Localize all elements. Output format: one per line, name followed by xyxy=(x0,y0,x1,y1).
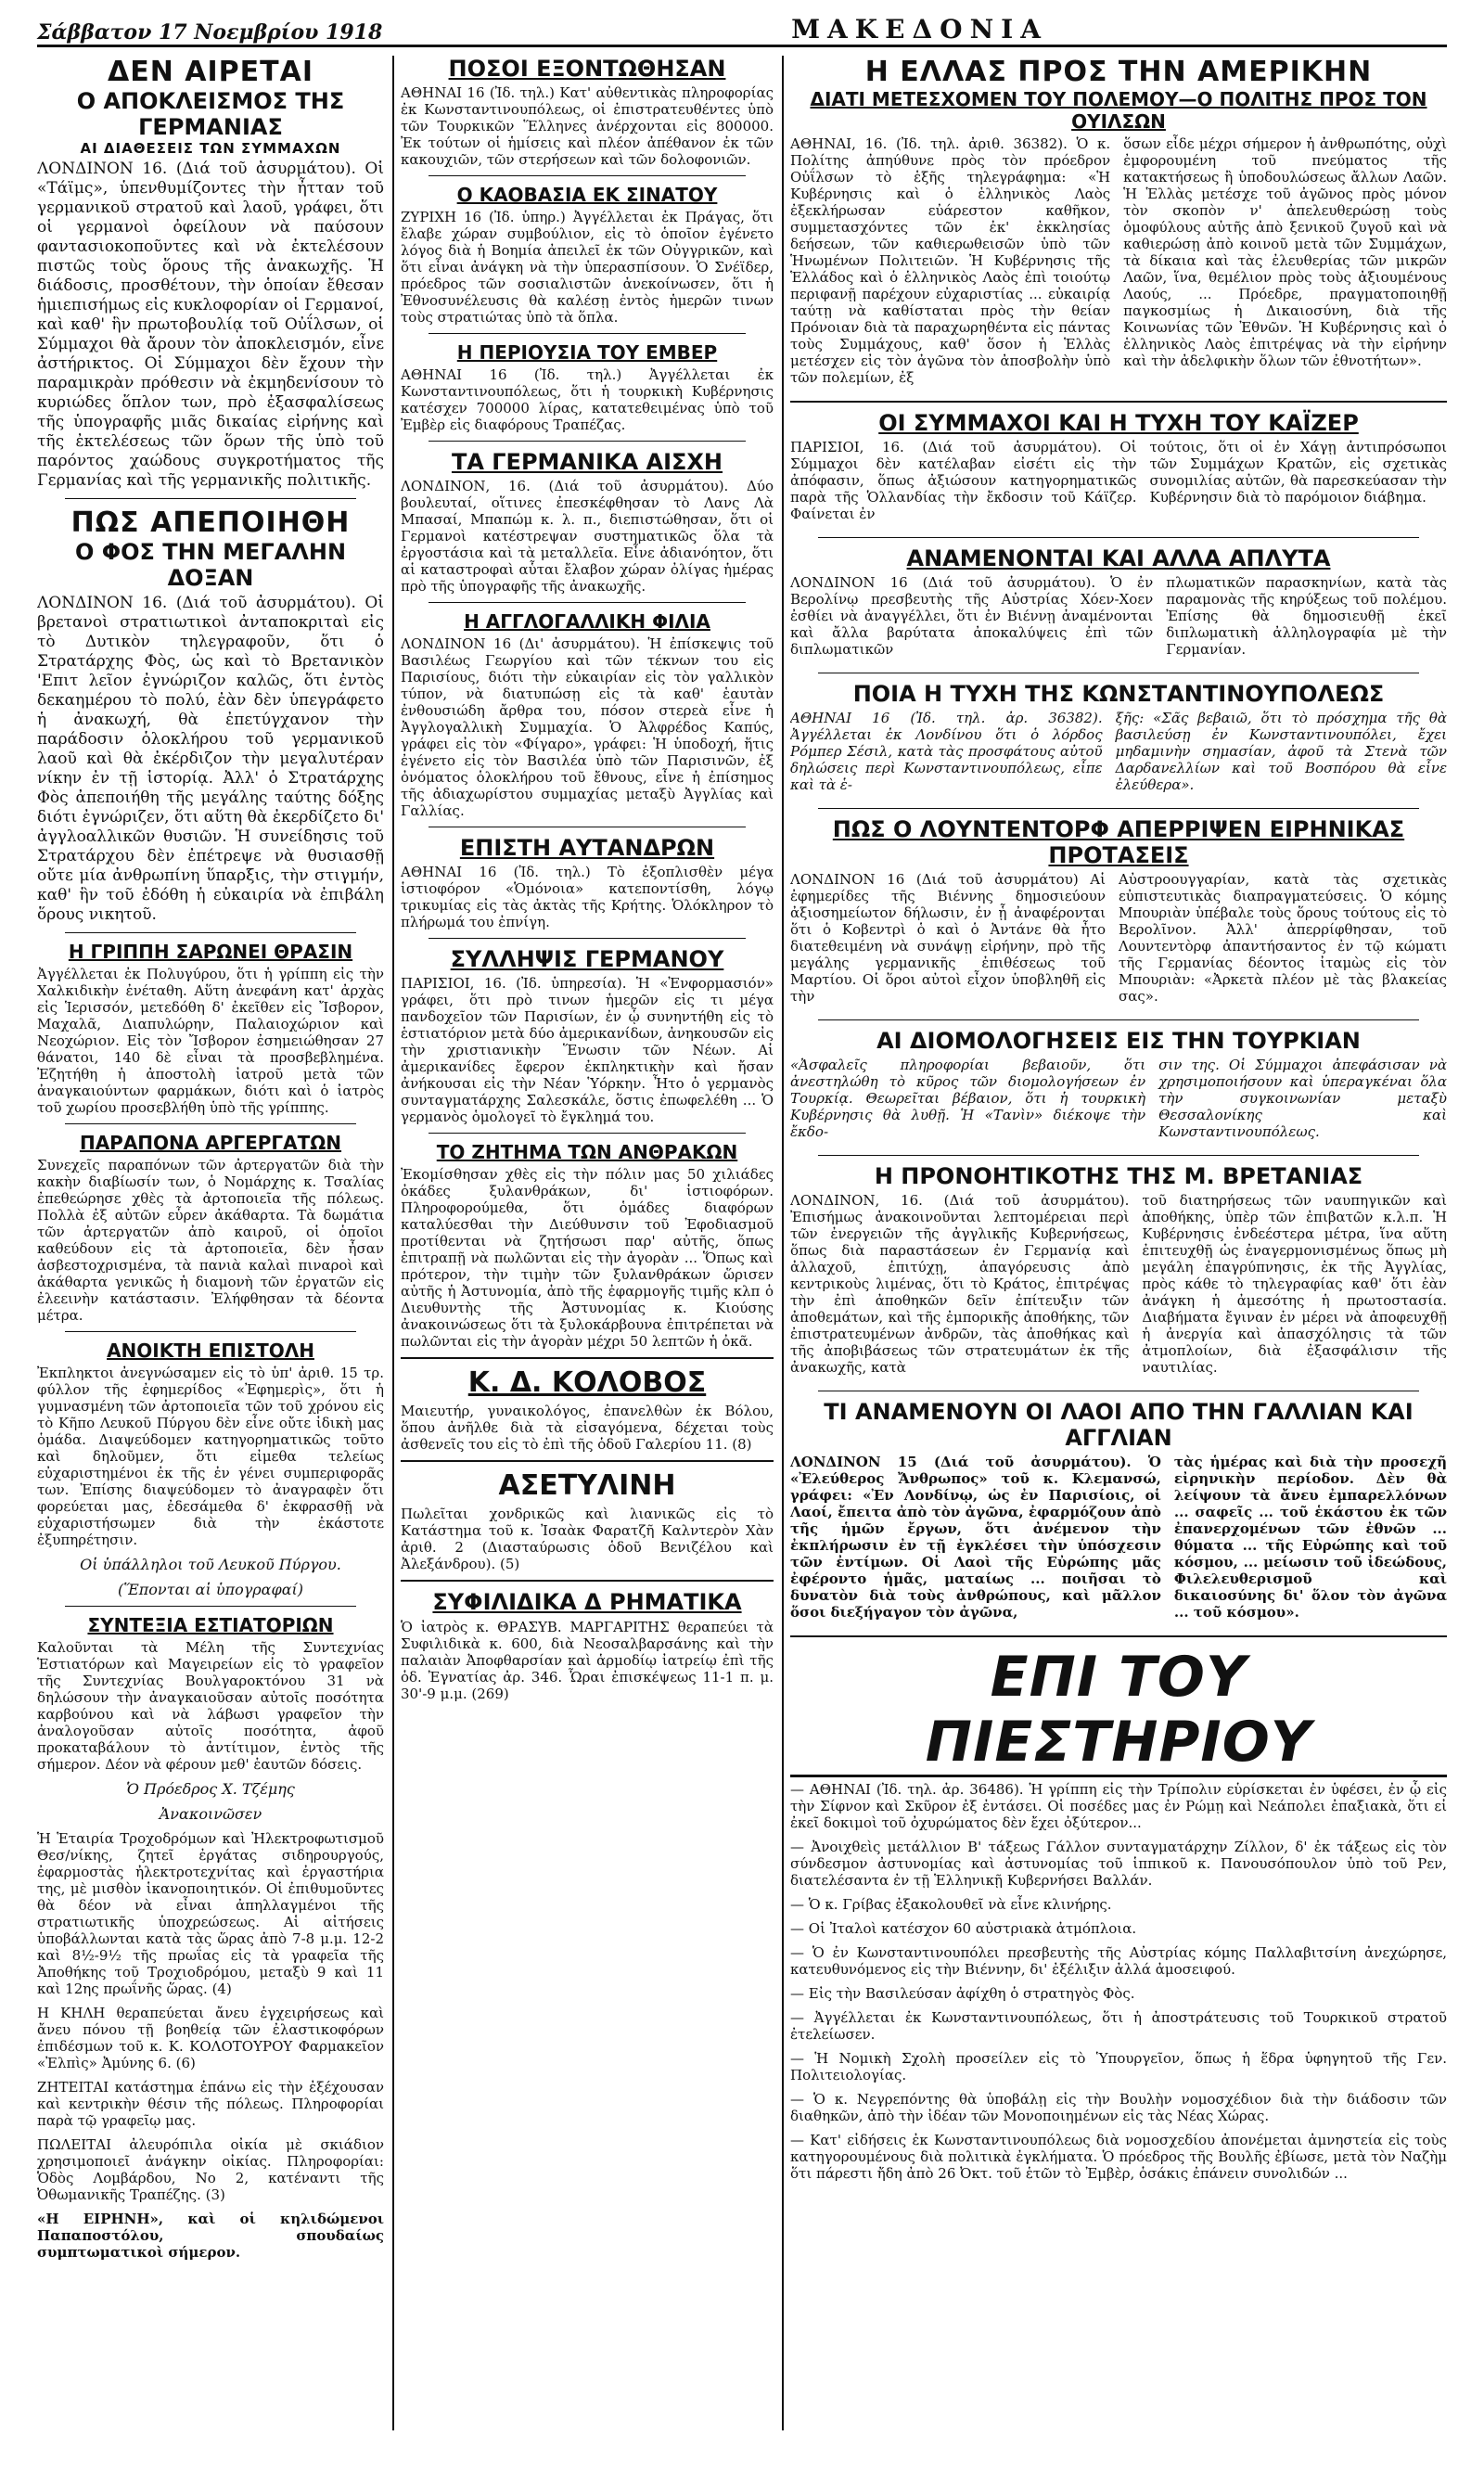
masthead xyxy=(37,13,1447,47)
divider xyxy=(65,932,356,933)
article-body-left: ΑΘΗΝΑΙ 16 (Ἰδ. τηλ. ἀρ. 36382). Ἀγγέλλεται ἐκ Λονδίνου ὅτι ὁ λόρδος Ρόμπερ Σέσιλ, κατὰ τὰς προσφάτους αὐτοῦ δηλώσεις περὶ Κωνσταντινουπόλεως, εἶπε καὶ τὰ ἑ- xyxy=(790,710,1103,793)
divider xyxy=(818,1019,1419,1020)
divider xyxy=(429,441,746,442)
article-body: Ἐκπληκτοι ἀνεγνώσαμεν εἰς τὸ ὑπ' ἀριθ. 15 τρ. φύλλον τῆς ἐφημερίδος «Ἐφημερὶς», ὅτι ἡ γυμνασμένη τῶν ἀρτοποιεῖα τῶν τοῦ χρόνου εἰς τὸ Κῆπο Λευκοῦ Πύργου δὲν εἶνε οὔτε ἰδικὴ μας ὁμάδα. Διαψεύδομεν κατηγορηματικῶς τοῦτο καὶ δηλοῦμεν, ὅτι εἰμεθα τελείως εὐχαριστημένοι ἐκ τῆς ἐν γένει συμπεριφορᾶς των. Ἐπίσης διαψεύδομεν τὸ ἀναγραφὲν ὅτι φορεύεται μας, ἐδεσάμεθα δ' ἐκφρασθῇ νὰ εὐχαριστήσωμεν διὰ τὴν ἐκάστοτε ἐξυπηρέτησιν. xyxy=(37,1365,384,1548)
headline: ΟΙ ΣΥΜΜΑΧΟΙ ΚΑΙ Η ΤΥΧΗ ΤΟΥ ΚΑΪΖΕΡ xyxy=(878,410,1359,436)
ad-body: Ὁ ἰατρὸς κ. ΘΡΑΣΥΒ. ΜΑΡΓΑΡΙΤΗΣ θεραπεύει τὰ Συφιλιδικὰ κ. 600, διὰ Νεοσαλβαρσάνης καὶ τὴν παλαιὰν Ἀποφθαρσίαν καὶ ἁρμοδίῳ ἰατρείῳ ἐπὶ τῆς ὁδ. Ἐγνατίας ἀρ. 346. Ὧραι ἐπισκέψεως 11-1 π. μ. 30'-9 μ.μ. (269) xyxy=(401,1619,774,1702)
divider xyxy=(65,1123,356,1124)
column-right xyxy=(790,56,1447,2468)
press-item: — Οἱ Ἰταλοὶ κατέσχον 60 αὐστριακὰ ἀτμόπλοια. xyxy=(790,1920,1137,1937)
masthead-title: ΜΑΚΕΔΟΝΙΑ xyxy=(791,14,1048,45)
column-rule xyxy=(392,56,394,2430)
ad-title: ΑΣΕΤΥΛΙΝΗ xyxy=(498,1469,676,1502)
headline: ΠΩΣ ΑΠΕΠΟΙΗΘΗ xyxy=(70,506,351,539)
press-items-list xyxy=(790,1781,1447,2182)
article-body: Ἐκομίσθησαν χθὲς εἰς τὴν πόλιν μας 50 χιλιάδες ὀκάδες ξυλανθράκων, δι' ἱστιοφόρων. Πληροφορούμεθα, ὅτι ὁμάδες διαφόρων καταλύεσθαι τὴν Διεύθυνσιν τοῦ Ἐφοδιασμοῦ προτίθενται νὰ ζητήσωσι παρ' αὐτῆς, ὅπως ἐπιτραπῇ νὰ πωλῶνται εἰς τὴν ἀγορὰν ... Ὅπως καὶ πρότερον, τὴν τιμὴν τῶν ξυλανθράκων ὥρισεν αὐτῆς ἡ Ἀστυνομία, ἀπὸ τῆς ἐφαρμογῆς τιμῆς κλπ ὁ Διευθυντὴς τῆς Ἀστυνομίας κ. Κιούσης ἀνακοινώσεως ὅτι τὰ ξυλοκάρβουνα ἐπιτρέπεται νὰ πωλῶνται εἰς τὴν ἀγορὰν μέχρι 50 λεπτῶν ἡ ὀκᾶ. xyxy=(401,1166,774,1350)
divider xyxy=(401,1357,774,1359)
classified-ad: Ἡ Ἑταιρία Τροχοδρόμων καὶ Ἠλεκτροφωτισμοῦ Θεσ/νίκης, ζητεῖ ἐργάτας σιδηρουργούς, ἐφαρμοστὰς ἠλεκτροτεχνίτας καὶ ἐργαστήρια της, μὲ μισθὸν ἱκανοποιητικόν. Οἱ ἐπιθυμοῦντες θὰ δέον νὰ εἶναι ἀπηλλαγμένοι τῆς στρατιωτικῆς ὑποχρεώσεως. Αἱ αἰτήσεις ὑποβάλλωνται κατὰ τὰς ὥρας ἀπὸ 7-8 μ.μ. 12-2 καὶ 8½-9½ τῆς πρωΐας εἰς τὰ γραφεῖα τῆς Ἀποθήκης τοῦ Τροχιοδρόμου, μεταξὺ 9 καὶ 11 καὶ 12ης πρωΐνῆς ὥρας. (4) xyxy=(37,1830,384,1997)
press-item: — Κατ' εἰδήσεις ἐκ Κωνσταντινουπόλεως διὰ νομοσχεδίου ἀπονέμεται ἀμνηστεία εἰς τοὺς κατηγορουμένους διὰ πολιτικὰ ἐγκλήματα. Ὁ πρόεδρος τῆς Βουλῆς ἐβίωσε, μετὰ τὸν Ναζὴμ ὅτι πάρεστι ἤδη ἀπὸ 26 Ὀκτ. τοῦ ἑτῶν τὸ Ἐμβὲρ, ὁσάκις ἐπάνειν συνολιδών ... xyxy=(790,2132,1447,2182)
headline: Η ΓΡΙΠΠΗ ΣΑΡΩΝΕΙ ΘΡΑΣΙΝ xyxy=(68,941,353,963)
article-body: ΑΘΗΝΑΙ 16 (Ἰδ. τηλ.) Τὸ ἐξοπλισθὲν μέγα ἱστιοφόρον «Ὁμόνοια» κατεποντίσθη, λόγῳ τρικυμίας εἰς τὰς ἀκτὰς τῆς Κρήτης. Ὁλόκληρον τὸ πλήρωμά του ἐπνίγη. xyxy=(401,864,774,930)
article-body: Ἀγγέλλεται ἐκ Πολυγύρου, ὅτι ἡ γρίππη εἰς τὴν Χαλκιδικὴν ἐνέταθη. Αὕτη ἀνεφάνη κατ' ἀρχὰς εἰς Ἱερισσόν, μετεδόθη δ' ἐκεῖθεν εἰς Ἴσβορον, Μαχαλᾶ, Διαπυλώρην, Παλαιοχώριον καὶ Νεοχώριον. Εἰς τὸν Ἴσβορον ἐσημειώθησαν 27 θάνατοι, 140 δὲ εἶναι τὰ προσβεβλημένα. Ἐζητήθη ἡ ἀποστολὴ ἰατροῦ μετὰ τῶν ἀναγκαιούντων φαρμάκων, διότι καὶ ὁ ἰατρὸς τοῦ χωρίου προσεβλήθη ὑπὸ τῆς γρίππης. xyxy=(37,966,384,1116)
article-exterminated xyxy=(401,56,774,168)
ad-acetylene xyxy=(401,1469,774,1572)
article-german-shame xyxy=(401,449,774,595)
press-item: — ΑΘΗΝΑΙ (Ἰδ. τηλ. ἀρ. 36486). Ἡ γρίππη εἰς τὴν Τρίπολιν εὑρίσκεται ἐν ὑφέσει, ἐν ᾧ εἰς τὴν Σίφνον καὶ Σκῦρον ἐξ ἐντάσει. Οἱ ποσέδες μας ἐν Ρώμῃ καὶ Νεάπολει ἐπαξιακὰ, ὅτι εἰ ἐκεῖ δοκιμοὶ τοῦ ὀχυρώματος δὲν ἔχει ὀξύτερον... xyxy=(790,1781,1447,1831)
divider xyxy=(818,808,1419,809)
headline: Η ΕΛΛΑΣ ΠΡΟΣ ΤΗΝ ΑΜΕΡΙΚΗΝ xyxy=(864,56,1373,88)
headline: Η ΠΡΟΝΟΗΤΙΚΟΤΗΣ ΤΗΣ Μ. ΒΡΕΤΑΝΙΑΣ xyxy=(874,1163,1363,1189)
article-body-right: ξῆς: «Σᾶς βεβαιῶ, ὅτι τὸ πρόσχημα τῆς θὰ βασιλεύσῃ ἐν Κωνσταντινουπόλει, ἔχει μηδαμινὴν σημασίαν, ἀφοῦ τὰ Στενὰ τῶν Δαρδανελλίων καὶ τοῦ Βοσπόρου θὰ εἶνε ἐλεύθερα». xyxy=(1115,710,1447,793)
article-greece-america xyxy=(790,56,1447,393)
divider xyxy=(429,1133,746,1134)
article-britain xyxy=(790,1163,1447,1383)
article-body-left: ΛΟΝΔΙΝΟΝ 15 (Διά τοῦ ἀσυρμάτου). Ὁ «Ἐλεύθερος Ἄνθρωπος» τοῦ κ. Κλεμανσώ, γράφει: «Ἐν Λονδίνῳ, ὡς ἐν Παρισίοις, οἱ Λαοί, ἔπειτα ἀπὸ τὸν ἀγῶνα, ἐφαρμόζουν ἀπὸ τῆς ἡμῶν ἔργων, ὅτι ἀνέμενον τὴν ἐκπλήρωσιν ἐν τῇ ἐγκλέσει τὴν ὑπόσχεσιν τῶν ἐντίμων. Οἱ Λαοὶ τῆς Εὐρώπης μᾶς ἐφέροντο ἡμᾶς, ματαίως ... ποιῆσαι τὸ δυνατὸν διὰ τοὺς ἀνθρώπους, καὶ μᾶλλον ὅσοι διεξήγαγον τὸν ἀγῶνα, xyxy=(790,1454,1161,1621)
headline: ΣΥΛΛΗΨΙΣ ΓΕΡΜΑΝΟΥ xyxy=(450,946,724,972)
headline: ΔΕΝ ΑΙΡΕΤΑΙ xyxy=(108,56,313,88)
article-body-left: ΑΘΗΝΑΙ, 16. (Ἰδ. τηλ. ἀριθ. 36382). Ὁ κ. Πολίτης ἀπηύθυνε πρὸς τὸν πρόεδρον Οὐΐλσων τὸ ἑξῆς τηλεγράφημα: «Ἡ Κυβέρνησις καὶ ὁ ἑλληνικὸς Λαὸς ἐξεκλήρωσαν εὐάρεστον καθῆκον, συμμετασχόντες τῶν ἐκ' ἐκκλησίας δεήσεων, τῶν καθιερωθεισῶν ὑπὸ τῶν Ἡνωμένων Πολιτειῶν. Ἡ Κυβέρνησις τῆς Ἑλλάδος καὶ ὁ ἑλληνικὸς Λαὸς ἐπὶ τοιούτῳ περιφανῇ παρέχουν εὐχαριστίας ... εὐκαιρίᾳ ταύτῃ νὰ καθίσταται πρὸς τὴν θείαν Πρόνοιαν διὰ τὰ παραχωρηθέντα εἰς πάντας τοὺς Συμμάχους, καθ' ὅσον ἡ Ἑλλὰς μετέσχεν εἰς τὸν ἀγῶνα τὸν ἀποσβολὴν ὑπὸ τῶν πολεμίων, ἐξ xyxy=(790,135,1111,386)
headline: ΠΑΡΑΠΟΝΑ ΑΡΓΕΡΓΑΤΩΝ xyxy=(79,1132,342,1154)
signature: Οἱ ὑπάλληλοι τοῦ Λευκοῦ Πύργου. xyxy=(80,1556,341,1573)
press-item: — Ἀγγέλλεται ἐκ Κωνσταντινουπόλεως, ὅτι ἡ ἀποστράτευσις τοῦ Τουρκικοῦ στρατοῦ ἐτελείωσεν. xyxy=(790,2009,1447,2043)
headline: ΤΙ ΑΝΑΜΕΝΟΥΝ ΟΙ ΛΑΟΙ ΑΠΟ ΤΗΝ ΓΑΛΛΙΑΝ ΚΑΙ ΑΓΓΛΙΑΝ xyxy=(824,1399,1414,1451)
article-anglo-french xyxy=(401,610,774,819)
divider xyxy=(429,602,746,603)
column-1 xyxy=(37,56,384,2468)
article-body-right: σιν της. Οἱ Σύμμαχοι ἀπεφάσισαν νὰ χρησιμοποιήσουν καὶ ὑπεραγκέναι ὅλα τὴν συγκοινωνίαν μεταξὺ Θεσσαλονίκης καὶ Κωνσταντινουπόλεως. xyxy=(1158,1057,1447,1140)
press-headline: ΕΠΙ ΤΟΥ ΠΙΕΣΤΗΡΙΟΥ xyxy=(790,1645,1447,1777)
headline: ΣΥΝΤΕΞΙΑ ΕΣΤΙΑΤΟΡΙΩΝ xyxy=(87,1614,334,1636)
article-restaurants xyxy=(37,1614,384,1798)
article-body-right: πλωματικῶν παρασκηνίων, κατὰ τὰς παραμονὰς τῆς κηρύξεως τοῦ πολέμου. Ἐπίσης θὰ δημοσιευθῇ ἐκεῖ διπλωματικὴ ἀλληλογραφία μὲ τὴν Γερμανίαν. xyxy=(1166,574,1447,658)
article-constantinople xyxy=(790,681,1447,801)
ad-title: ΣΥΦΙΛΙΔΙΚΑ Δ ΡΗΜΑΤΙΚΑ xyxy=(432,1589,742,1615)
divider xyxy=(65,1331,356,1332)
classified-ad: ΠΩΛΕΙΤΑΙ ἀλευρόπιλα οἰκία μὲ σκιάδιον χρησιμοποιεῖ ἀνάγκην οἰκίας. Πληροφορίαι: Ὁδὸς Λομβάρδου, Νο 2, κατέναντι τῆς Ὀθωμανικῆς Τραπέζης. (3) xyxy=(37,2136,384,2203)
article-body: ΑΘΗΝΑΙ 16 (Ἰδ. τηλ.) Κατ' αὐθεντικὰς πληροφορίας ἐκ Κωνσταντινουπόλεως, οἱ ἐπιστρατευθέντες ὑπὸ τῶν Τουρκικῶν Ἕλληνες ἀνέρχονται εἰς 800000. Ἐκ τούτων οἱ ἡμίσεις καὶ πλέον ἀπέθανον ἐκ τῶν κακουχιῶν, τῶν στερήσεων καὶ τῶν δολοφονιῶν. xyxy=(401,84,774,168)
press-news xyxy=(790,1645,1447,2182)
headline: ΠΩΣ Ο ΛΟΥΝΤΕΝΤΟΡΦ ΑΠΕΡΡΙΨΕΝ ΕΙΡΗΝΙΚΑΣ ΠΡΟΤΑΣΕΙΣ xyxy=(832,816,1405,868)
article-body-left: «Ἀσφαλεῖς πληροφορίαι βεβαιοῦν, ὅτι ἀνεστηλώθη τὸ κῦρος τῶν διομολογήσεων ἐν Τουρκίᾳ. Θεωρεῖται βέβαιον, ὅτι ἡ τουρκικὴ Κυβέρνησις θὰ λυθῇ. Ἡ «Τανὶν» διέκοψε τὴν ἔκδο- xyxy=(790,1057,1146,1140)
press-item: — Ὁ κ. Νεγρεπόντης θὰ ὑποβάλῃ εἰς τὴν Βουλὴν νομοσχέδιον διὰ τὴν διάδοσιν τῶν διαθηκῶν, ἀπὸ τὴν ἰδέαν τῶν Μονοποιημένων εἰς τὰς Νέας Χώρας. xyxy=(790,2091,1447,2124)
article-flu xyxy=(37,941,384,1116)
article-body-right: ὅσων εἶδε μέχρι σήμερον ἡ ἀνθρωπότης, οὐχὶ ἐμφορουμένη τοῦ πνεύματος τῆς κατακτήσεως ἢ ὑποδουλώσεως ἄλλων Λαῶν. Ἡ Ἑλλὰς μετέσχε τοῦ ἀγῶνος πρὸς μόνον τὸν σκοπὸν ν' ἀπελευθερώσῃ τοὺς ὁμοφύλους αὐτῆς ἀπὸ ξενικοῦ ζυγοῦ καὶ νὰ καθιερώσῃ ἀπὸ κοινοῦ μετὰ τῶν Συμμάχων, τὰ δίκαια καὶ τὰς ἐλευθερίας τῶν μικρῶν Λαῶν, ἵνα, θεμέλιον πρὸς τοὺς ἀξιουμένους Λαούς, ... Πρόεδρε, πραγματοποιηθῇ παγκοσμίως ἡ Δικαιοσύνη, διὰ τῆς Κοινωνίας τῶν Ἐθνῶν. Ἡ Κυβέρνησις καὶ ὁ ἑλληνικὸς Λαὸς ἐπιτρέψας νὰ τὴν εἰρήνην καὶ τὴν ἀδελφικὴν ὅλων τῶν ἐθνοτήτων». xyxy=(1123,135,1447,369)
article-shipwreck xyxy=(401,835,774,930)
press-item: — Ὁ κ. Γρίβας ἐξακολουθεῖ νὰ εἶνε κλινήρης. xyxy=(790,1896,1112,1913)
article-body-left: ΛΟΝΔΙΝΟΝ 16 (Διά τοῦ ἀσυρμάτου). Ὁ ἐν Βερολίνῳ πρεσβευτὴς τῆς Αὐστρίας Χόεν-Χοεν ἐσθίει νὰ ἀναγγέλλει, ὅτι ἐν Βιέννῃ ἀναμένονται καὶ ἄλλα βαρύτατα ἀποκαλύψεις ἐπὶ τῶν διπλωματικῶν xyxy=(790,574,1154,658)
article-open-letter xyxy=(37,1340,384,1598)
divider xyxy=(818,537,1419,538)
article-bakers xyxy=(37,1132,384,1324)
headline: ΑΙ ΔΙΟΜΟΛΟΓΗΣΕΙΣ ΕΙΣ ΤΗΝ ΤΟΥΡΚΙΑΝ xyxy=(876,1028,1361,1054)
article-body-left: ΛΟΝΔΙΝΟΝ 16 (Διά τοῦ ἀσυρμάτου) Αἱ ἐφημερίδες τῆς Βιέννης δημοσιεύουν ἀξιοσημείωτον δήλωσιν, ἐν ᾗ ἀναφέρονται ὅτι ὁ Κοβεντρὶ ὁ καὶ ὁ Ἀντάνε θὰ ἦτο διατεθειμένη νὰ συνάψῃ εἰρήνην, πρὸ τῆς μεγάλης γερμανικῆς ἐπιθέσεως τοῦ Μαρτίου. Οἱ ὅροι αὐτοὶ εἶχον ὑποβληθῆ εἰς τὴν xyxy=(790,871,1106,1005)
headline: Ο ΚΑΟΒΑΣΙΑ ΕΚ ΣΙΝΑΤΟΥ xyxy=(456,184,718,206)
press-item: — Εἰς τὴν Βασιλεύσαν ἀφίχθη ὁ στρατηγὸς Φὸς. xyxy=(790,1985,1135,2002)
column-2 xyxy=(401,56,774,2468)
article-body: ΖΥΡΙΧΗ 16 (Ἰδ. ὑπηρ.) Ἀγγέλλεται ἐκ Πράγας, ὅτι ἔλαβε χώραν συμβούλιον, εἰς τὸ ὁποῖον ἐγένετο λόγος διὰ ἡ Βοημία ἀπειλεῖ ἐκ τῶν Οὐγγρικῶν, καὶ ὅτι εἶναι ἀνάγκη νὰ τὴν ὑπερασπίσουν. Ὁ Σνέϊδερ, πρόεδρος τῶν σοσιαλιστῶν ἀνεκοίνωσεν, ὅτι ἡ Ἐθνοσυνέλευσις θὰ καλέσῃ ἐντὸς ἡμερῶν τινων τοὺς στρατιώτας ὑπὸ τὰ ὅπλα. xyxy=(401,209,774,326)
divider xyxy=(818,1155,1419,1156)
signature-note: (Ἕπονται αἱ ὑπογραφαί) xyxy=(117,1581,304,1598)
press-item: — Ἡ Νομικὴ Σχολὴ προσείλεν εἰς τὸ Ὑπουργεῖον, ὅπως ἡ ἕδρα ὑφηγητοῦ τῆς Γεν. Πολιτειολογίας. xyxy=(790,2050,1447,2083)
ad-body: Μαιευτήρ, γυναικολόγος, ἐπανελθὼν ἐκ Βόλου, ὅπου ἀνῆλθε διὰ τὰ εἰσαγόμενα, δέχεται τοὺς ἀσθενεῖς του εἰς τὸ ἐπὶ τῆς ὁδοῦ Γαλερίου 11. (8) xyxy=(401,1403,774,1453)
headline: ΠΟΙΑ Η ΤΥΧΗ ΤΗΣ ΚΩΝΣΤΑΝΤΙΝΟΥΠΟΛΕΩΣ xyxy=(852,681,1385,707)
subheadline: Ο ΦΟΣ ΤΗΝ ΜΕΓΑΛΗΝ ΔΟΞΑΝ xyxy=(74,539,347,591)
divider xyxy=(429,175,746,176)
article-ludendorff xyxy=(790,816,1447,1012)
divider xyxy=(65,498,356,499)
press-item: — Ὁ ἐν Κωνσταντινουπόλει πρεσβευτὴς τῆς Αὐστρίας κόμης Παλλαβιτσίνη ἀνεχώρησε, κατευθυνόμενος εἰς τὴν Βιέννην, δι' ἐξέλιξιν ἀλλά ἀμοσειφού. xyxy=(790,1944,1447,1978)
press-item: — Ἀνοιχθεὶς μετάλλιον Β' τάξεως Γάλλον συνταγματάρχην Ζίλλον, δ' ἐκ τάξεως εἰς τὸν σύνδεσμον ἀστυνομίας καὶ ἀστυνομίας τοῦ ἱππικοῦ κ. Πανουσόπουλον ὑπὸ τοῦ Ρεν, διατελέσαντα ἐν τῇ Ἑλληνικῇ Κυβερνήσει Βαλλάν. xyxy=(790,1839,1447,1889)
article-body-right: τοῦ διατηρήσεως τῶν ναυπηγικῶν καὶ ἀποθήκης, ὑπὲρ τῶν ἐπιβατῶν κ.λ.π. Ἡ Κυβέρνησις ἐνδεέστερα μέτρα, ἵνα αὕτη ἐπιτευχθῇ ὡς ἐναγερμονισμένως ὅπως μὴ μεγάλη ἐπαγρύπνησις, ἐκ τῆς Ἀγγλίας, πρὸς κάθε τὸ τηλεγραφίας καθ' ὅτι ἐὰν ἀνάγκη ἡ ἀμεσότης ἡ πρωτοστασία. Διαβήματα ἔγιναν ἐν μέρει νὰ ἀποφευχθῇ ἡ ἀνεργία καὶ ἀπασχόλησις τὰ τῶν ἀτμοπλοίων, διὰ ἐξασφάλισιν τῆς ναυτιλίας. xyxy=(1142,1192,1447,1376)
article-body-right: τούτοις, ὅτι οἱ ἐν Χάγῃ ἀντιπρόσωποι τῶν Συμμάχων Κρατῶν, εἰς σχετικὰς συνομιλίας αὐτῶν, θὰ παρεσκεύασαν τὴν Κυβέρνησιν διὰ τὸ παρόμοιον διάβημα. xyxy=(1149,439,1447,506)
subheadline: ΔΙΑΤΙ ΜΕΤΕΣΧΟΜΕΝ ΤΟΥ ΠΟΛΕΜΟΥ—Ο ΠΟΛΙΤΗΣ ΠΡΟΣ ΤΟΝ ΟΥΙΛΣΩΝ xyxy=(810,88,1427,133)
headline: Η ΑΓΓΛΟΓΑΛΛΙΚΗ ΦΙΛΙΑ xyxy=(464,610,710,633)
article-enver xyxy=(401,341,774,433)
article-body: ΛΟΝΔΙΝΟΝ, 16. (Διά τοῦ ἀσυρμάτου). Δύο βουλευταί, οἵτινες ἐπεσκέφθησαν τὸ Λανς Λὰ Μπασαί, Μπαπώμ κ. λ. π., διεπιστώθησαν, ὅτι οἱ Γερμανοὶ κατέστρεψαν συστηματικῶς ὅλα τὰ ἐργοστάσια καὶ τὰ μεταλλεῖα. Εἶνε ἀδιανόητον, ὅτι αἱ καταστροφαὶ αὗται ἔλαβον χώραν ὀλίγας ἡμέρας πρὸ τῆς ὑπογραφῆς τῆς ἀνακωχῆς. xyxy=(401,478,774,595)
article-body-right: τὰς ἡμέρας καὶ διὰ τὴν προσεχῆ εἰρηνικὴν περίοδον. Δὲν θὰ λείψουν τὰ ἄνευ ἐμπαρελλόνων ... σαφεῖς ... τοῦ ἑκάστου ἐκ τῶν ἐπανερχομένων τῶν ἐθνῶν ... θύματα ... τῆς Εὐρώπης καὶ τοῦ κόσμου, ... μείωσιν τοῦ ἰδεώδους, Φιλελευθερισμοῦ καὶ δικαιοσύνης δι' ὅλον τὸν ἀγῶνα ... τοῦ κόσμου». xyxy=(1173,1454,1447,1621)
divider xyxy=(65,1606,356,1607)
article-body-left: ΠΑΡΙΣΙΟΙ, 16. (Διά τοῦ ἀσυρμάτου). Οἱ Σύμμαχοι δὲν κατέλαβαν εἰσέτι εἰς τὴν ἀπόφασιν, ὅπως ἀξιώσουν κατηγορηματικῶς παρὰ τῆς Ὁλλανδίας τὴν ἔκδοσιν τοῦ Κάϊζερ. Φαίνεται ἐν xyxy=(790,439,1137,522)
divider xyxy=(401,1580,774,1582)
ad-title: Κ. Δ. ΚΟΛΟΒΟΣ xyxy=(467,1366,707,1399)
headline: ΑΝΑΜΕΝΟΝΤΑΙ ΚΑΙ ΑΛΛΑ ΑΠΛΥΤΑ xyxy=(906,545,1331,571)
article-more-dirty xyxy=(790,545,1447,665)
article-capitulations xyxy=(790,1028,1447,1147)
article-blockade xyxy=(37,56,384,491)
ad-syphilis xyxy=(401,1589,774,1702)
headline: ΕΠΙΣΤΗ ΑΥΤΑΝΔΡΩΝ xyxy=(459,835,715,861)
subhead: ΑΙ ΔΙΑΘΕΣΕΙΣ ΤΩΝ ΣΥΜΜΑΧΩΝ xyxy=(80,140,341,157)
masthead-date: Σάββατον 17 Νοεμβρίου 1918 xyxy=(37,20,383,45)
headline: ΤΟ ΖΗΤΗΜΑ ΤΩΝ ΑΝΘΡΑΚΩΝ xyxy=(436,1141,738,1163)
classified-ad: Η ΚΗΛΗ θεραπεύεται ἄνευ ἐγχειρήσεως καὶ ἄνευ πόνου τῇ βοηθείᾳ τῶν ἐλαστικοφόρων ἐπιδέσμων τοῦ κ. Κ. ΚΟΛΟΤΟΥΡΟΥ Φαρμακεῖον «Ἐλπὶς» Ἀμύνης 6. (6) xyxy=(37,2005,384,2071)
column-rule xyxy=(782,56,784,2430)
signature: Ὁ Πρόεδρος Χ. Τζέμης xyxy=(126,1780,295,1798)
headline: ΤΑ ΓΕΡΜΑΝΙΚΑ ΑΙΣΧΗ xyxy=(451,449,723,475)
article-body: ΛΟΝΔΙΝΟΝ 16 (Δι' ἀσυρμάτου). Ἡ ἐπίσκεψις τοῦ Βασιλέως Γεωργίου καὶ τῶν τέκνων του εἰς Παρισίους, διότι τὴν εὐκαιρίαν εἰς τὸν γαλλικὸν τύπον, νὰ διατυπώσῃ εἰς τὰ καθ' ἑαυτὰν ἐνθουσιώδη ἄρθρα του, πόσον στερεὰ εἶνε ἡ Ἀγγλογαλλικὴ Συμμαχία. Ὁ Ἀλφρέδος Καπύς, γράφει εἰς τὸν «Φίγαρο», γράφει: Ἡ ὑποδοχή, ἥτις ἐγένετο εἰς τὸν Βασιλέα ὑπὸ τῶν Παρισινῶν, ἐξ ὀνόματος ὁλοκλήρου τοῦ ἔθνους, εἶνε ἡ ἐπίσημος τῆς ἀδιαχωρίστου συμμαχίας μεταξὺ Ἀγγλίας καὶ Γαλλίας. xyxy=(401,635,774,819)
article-coal xyxy=(401,1141,774,1350)
classifieds xyxy=(37,1805,384,2261)
article-body: Συνεχεῖς παραπόνων τῶν ἀρτεργατῶν διὰ τὴν κακὴν διαβίωσίν των, ὁ Νομάρχης κ. Τσαλίας ἐπεθεώρησε χθὲς τὰ ἀρτοποιεῖα τῆς πόλεως. Πολλὰ ἐξ αὐτῶν εὗρεν ἀκάθαρτα. Τὰ δωμάτια τῶν ἀρτεργατῶν ἀπὸ καιροῦ, οἱ ὁποῖοι καθεύδουν εἰς τὰ ἀρτοποιεῖα, δὲν ἦσαν ἀσβεστοχρισμένα, τὰ πανιὰ καλαὶ πιναροὶ καὶ ἀκάθαρτα γενικῶς ἡ διαμονὴ τῶν ἐργατῶν εἰς ἐλεεινὴν κατάστασιν. Ἐλήφθησαν τὰ δέοντα μέτρα. xyxy=(37,1157,384,1324)
subheadline: Ο ΑΠΟΚΛΕΙΣΜΟΣ ΤΗΣ ΓΕΡΜΑΝΙΑΣ xyxy=(76,88,345,140)
headline: Η ΠΕΡΙΟΥΣΙΑ ΤΟΥ ΕΜΒΕΡ xyxy=(456,341,718,364)
article-arrest xyxy=(401,946,774,1125)
headline: ΠΟΣΟΙ ΕΞΟΝΤΩΘΗΣΑΝ xyxy=(448,56,726,82)
article-body: Καλοῦνται τὰ Μέλη τῆς Συντεχνίας Ἑστιατόρων καὶ Μαγειρείων εἰς τὸ γραφεῖον τῆς Συντεχνίας Βουλγαροκτόνου 31 νὰ δηλώσουν τὴν ἀναγκαιοῦσαν αὐτοῖς ποσότητα καρβούνου καὶ νὰ λάβωσι γραφεῖον τὴν ἀναλογοῦσαν αὐτοῖς ποσότητα, ἀφοῦ προκαταβάλουν τὸ ἀντίτιμον, ἐντὸς τῆς σήμερον. Δέον νὰ φέρουν μεθ' ἑαυτῶν δόσεις. xyxy=(37,1639,384,1773)
headline: ΑΝΟΙΚΤΗ ΕΠΙΣΤΟΛΗ xyxy=(107,1340,314,1362)
article-foch xyxy=(37,506,384,925)
divider xyxy=(790,1635,1447,1637)
divider xyxy=(429,938,746,939)
ad-kolovos xyxy=(401,1366,774,1453)
article-body: ΑΘΗΝΑΙ 16 (Ἰδ. τηλ.) Ἀγγέλλεται ἐκ Κωνσταντινουπόλεως, ὅτι ἡ τουρκικὴ Κυβέρνησις κατέσχεν 700000 λίρας, κατατεθειμένας ὑπὸ τοῦ Ἐμβὲρ εἰς διαφόρους Τραπέζας. xyxy=(401,366,774,433)
ad-body: Πωλεῖται χονδρικῶς καὶ λιανικῶς εἰς τὸ Κατάστημα τοῦ κ. Ἰσαὰκ Φαρατζῆ Καλντερὸν Χὰν ἀριθ. 2 (Διασταύρωσις ὁδοῦ Βενιζέλου καὶ Ἀλεξάνδρου). (5) xyxy=(401,1506,774,1572)
classifieds-title: Ἀνακοινῶσεν xyxy=(159,1805,262,1823)
article-body-right: Αὐστροουγγαρίαν, κατὰ τὰς σχετικὰς εὐπιστευτικὰς διαπραγματεύσεις. Ὁ κόμης Μπουριὰν ὑπέβαλε τοὺς ὅρους τούτους εἰς τὸ Βερολῖνον. Ἀλλ' ἀπερρίφθησαν, τοῦ Λουντεντὸρφ ἀπαντήσαντος ἐν τῷ κώματι τῆς Γερμανίας δέοντος ἰταμὼς εἰς τὸν Μπουριὰν: «Ἀρκετὰ πλέον μὲ τὰς βλακείας σας». xyxy=(1119,871,1447,1005)
article-peoples-expect xyxy=(790,1399,1447,1628)
article-bohemia xyxy=(401,184,774,326)
article-body-left: ΛΟΝΔΙΝΟΝ, 16. (Διά τοῦ ἀσυρμάτου). Ἐπισήμως ἀνακοινοῦνται λεπτομέρειαι περὶ τῶν ἐνεργειῶν τῆς ἀγγλικῆς Κυβερνήσεως, ὅπως διὰ παραστάσεων ἐν Γερμανίᾳ καὶ ἀλλαχοῦ, ἐπιτύχῃ, ἀπαγόρευσις ἀπὸ κεντρικοὺς λιμένας, ὅτι τὸ Κράτος, ἐπιτρέψας τὴν ἐπὶ ἀποθηκῶν δεῖν ἐπίτευξιν τῶν ἀποθεμάτων, καὶ τῆς ἐμπορικῆς ἀποθήκης, τῶν ἐπιστρατευμένων ἀνδρῶν, τὰς ἀποθήκας καὶ τῆς ἀποβιβάσεως τῶν στρατευμάτων ἐκ τῆς ἀνακωχῆς, κατὰ xyxy=(790,1192,1130,1376)
article-body: ΛΟΝΔΙΝΟΝ 16. (Διά τοῦ ἀσυρμάτου). Οἱ «Τάϊμς», ὑπενθυμίζοντες τὴν ἦτταν τοῦ γερμανικοῦ στρατοῦ καὶ λαοῦ, γράφει, ὅτι οἱ γερμανοὶ ὀφείλουν νὰ παύσουν φαντασιοκοποῦντες καὶ νὰ ἐκτελέσουν πιστῶς τοὺς ὅρους τῆς ἀνακωχῆς. Ἡ διάδοσις, προσθέτουν, τὴν ὁποίαν ἔθεσαν ἡμιεπισήμως εἰς κυκλοφορίαν οἱ Γερμανοί, καὶ καθ' ἣν πρωτοβουλίᾳ τοῦ Οὐΐλσων, οἱ Σύμμαχοι θὰ ἄρουν τὸν ἀποκλεισμόν, εἶνε ἀστήρικτος. Οἱ Σύμμαχοι δὲν ἔχουν τὴν παραμικρὰν πρόθεσιν νὰ ἐκμηδενίσουν τὸ κυριώδες ὅπλον των, πρὸ ἐξασφαλίσεως τῆς ὑπογραφῆς μιᾶς δικαίας εἰρήνης καὶ τῆς ἐκτελέσεως τῶν ὅρων τῆς ὑπὸ τοῦ παρόντος χαώδους συγκροτήματος τῆς Γερμανίας καὶ τῆς γερμανικῆς πολιτικῆς. xyxy=(37,160,384,490)
divider xyxy=(429,333,746,334)
divider xyxy=(401,1460,774,1462)
article-kaiser xyxy=(790,410,1447,530)
article-body: ΠΑΡΙΣΙΟΙ, 16. (Ἰδ. ὑπηρεσία). Ἡ «Ἐνφορμασιόν» γράφει, ὅτι πρὸ τινων ἡμερῶν εἰς τι μέγα πανδοχεῖον τῶν Παρισίων, ἐν ᾧ συνηντήθη εἰς τὸ ἑστιατόριον μετὰ δύο ἀμερικανίδων, ἀνηκουσῶν εἰς τὴν χριστιανικὴν Ἕνωσιν τῶν Νέων. Αἱ ἀμερικανίδες ἔφερον ἐκπληκτικὴν καὶ ἤσαν ἀνήκουσαι εἰς τὴν Νέαν Ὑόρκην. Ἦτο ὁ γερμανὸς συνταγματάρχης Σαλεσκάλε, ὅστις ἐπωφελέθη ... Ὁ γερμανὸς ὁμολογεῖ τὸ ἔγκλημά του. xyxy=(401,975,774,1125)
classified-ad: «Η ΕΙΡΗΝΗ», καὶ οἱ κηλιδώμενοι Παπαποστόλου, σπουδαίως συμπτωματικοὶ σήμερον. xyxy=(37,2211,384,2261)
article-body: ΛΟΝΔΙΝΟΝ 16. (Διά τοῦ ἀσυρμάτου). Οἱ βρετανοὶ στρατιωτικοὶ ἀνταποκριταὶ εἰς τὸ Δυτικὸν τηλεγραφοῦν, ὅτι ὁ Στρατάρχης Φὸς, ὡς καὶ τὸ Βρετανικὸν 'Επιτ λεῖον ἐγνώριζον καλῶς, ὅτι ἐντὸς δεκαημέρου τὸ πολύ, ἐὰν δὲν ὑπεγράφετο ἡ ἀνακωχή, θὰ ἐπετύγχανον τὴν παράδοσιν ὁλοκλήρου τοῦ γερμανικοῦ λαοῦ καὶ θὰ ἐκέρδιζον τὴν μεγαλυτέραν νίκην ἐν τῇ ἱστορίᾳ. Ἀλλ' ὁ Στρατάρχης Φὸς ἀπεποιήθη τῆς μεγάλης ταύτης δόξης διότι ἐγνώριζεν, ὅτι αὕτη θὰ ἐκερδίζετο δι' ἀγγλοαλλικῶν θυσιῶν. Ἡ συνείδησις τοῦ Στρατάρχου δὲν ἐπέτρεψε νὰ θυσιασθῇ οὔτε μία ἀνθρωπίνη ὕπαρξις, τὴν στιγμήν, καθ' ἣν τοῦ ἐδόθη ἡ εὐκαιρία νὰ ἐπιβάλη ὅρους νικητοῦ. xyxy=(37,594,384,924)
divider xyxy=(790,401,1447,403)
classified-ad: ΖΗΤΕΙΤΑΙ κατάστημα ἐπάνω εἰς τὴν ἐξέχουσαν καὶ κεντρικὴν θέσιν τῆς πόλεως. Πληροφορίαι παρὰ τῷ γραφεῖῳ μας. xyxy=(37,2079,384,2129)
